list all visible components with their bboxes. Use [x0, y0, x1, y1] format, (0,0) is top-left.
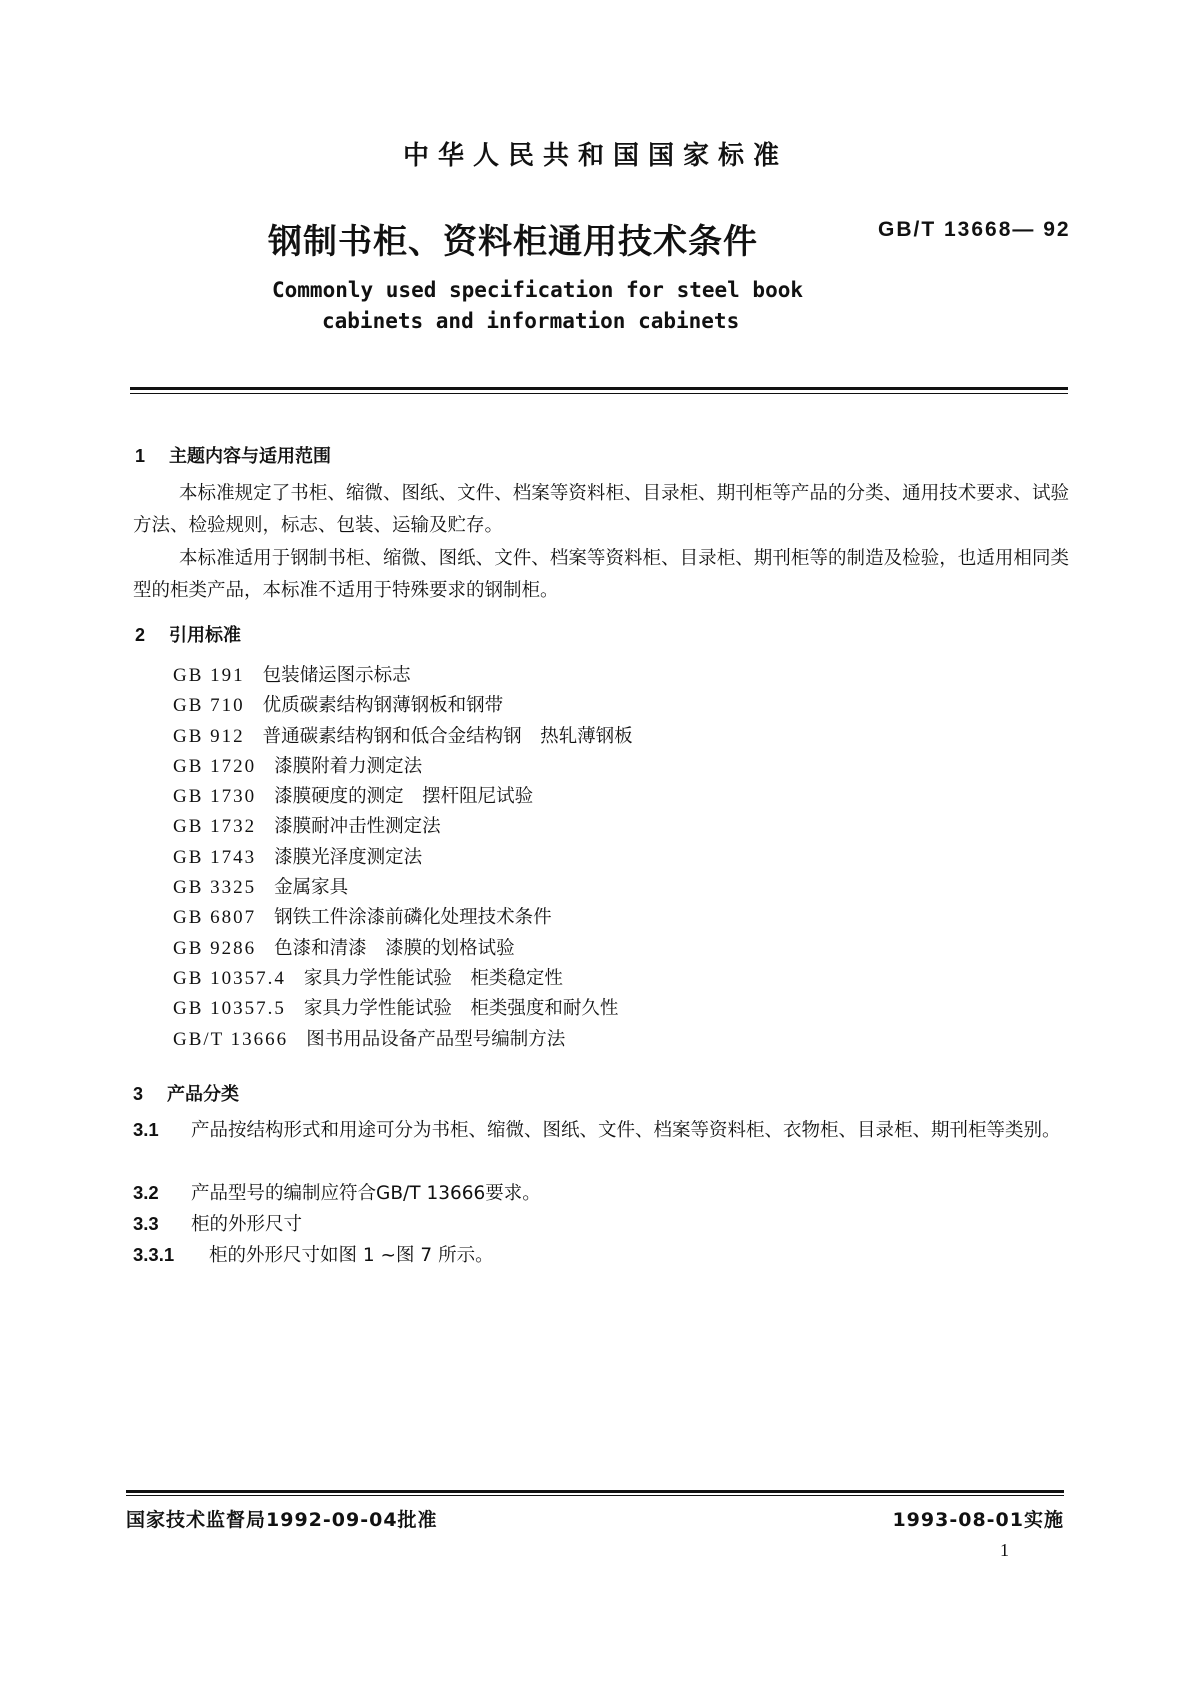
effective-date: 1993-08-01实施: [892, 1509, 1064, 1531]
footer-divider-thin: [126, 1495, 1064, 1496]
section-1-paragraph-1: 本标准规定了书柜、缩微、图纸、文件、档案等资料柜、目录柜、期刊柜等产品的分类、通用技术要求、试验方法、检验规则，标志、包装、运输及贮存。: [133, 483, 1069, 536]
clause-number: 3.3: [133, 1213, 159, 1234]
standard-number: GB/T 13668— 92: [878, 218, 1071, 241]
reference-item: [173, 722, 633, 752]
reference-list: [173, 661, 633, 1055]
reference-item: [173, 782, 633, 812]
reference-item: [173, 934, 633, 964]
section-number: 1: [135, 446, 146, 466]
reference-title: 漆膜光泽度测定法: [274, 846, 423, 868]
footer-divider: [126, 1490, 1064, 1493]
reference-title: 优质碳素结构钢薄钢板和钢带: [262, 695, 504, 717]
reference-item: [173, 964, 633, 994]
reference-item: [173, 812, 633, 842]
clause-3-3-1: [133, 1239, 1069, 1272]
clause-number: 3.1: [133, 1119, 159, 1140]
reference-item: [173, 903, 633, 933]
reference-title: 色漆和清漆 漆膜的划格试验: [274, 937, 515, 959]
reference-code: GB 191: [173, 665, 245, 686]
document-title-en-line1: Commonly used specification for steel book: [272, 278, 804, 302]
reference-code: GB 1732: [173, 816, 257, 838]
reference-code: GB 6807: [173, 907, 257, 929]
section-title: 主题内容与适用范围: [169, 446, 331, 467]
reference-title: 包装储运图示标志: [262, 665, 411, 686]
national-standard-heading: 中华人民共和国国家标准: [402, 141, 788, 171]
header-divider: [130, 387, 1068, 390]
reference-title: 金属家具: [274, 877, 349, 899]
reference-code: GB 9286: [173, 937, 257, 959]
reference-item: [173, 691, 633, 721]
page-number: 1: [1000, 1540, 1009, 1560]
reference-item: [173, 1025, 633, 1055]
reference-item: [173, 661, 633, 691]
clause-3-3: [133, 1208, 1069, 1241]
reference-code: GB 1720: [173, 755, 257, 777]
reference-title: 漆膜附着力测定法: [274, 755, 423, 777]
section-2-heading: [135, 621, 241, 647]
reference-title: 家具力学性能试验 柜类强度和耐久性: [303, 998, 619, 1020]
reference-code: GB 10357.5: [173, 998, 286, 1020]
clause-3-2: [133, 1177, 1069, 1210]
reference-code: GB 1743: [173, 846, 257, 868]
clause-text: 柜的外形尺寸如图 1 ~图 7 所示。: [209, 1245, 494, 1266]
reference-item: [173, 994, 633, 1024]
section-title: 产品分类: [167, 1084, 239, 1105]
reference-title: 钢铁工件涂漆前磷化处理技术条件: [274, 907, 552, 929]
clause-text: 产品型号的编制应符合GB/T 13666要求。: [191, 1183, 541, 1204]
document-title-cn: 钢制书柜、资料柜通用技术条件: [268, 222, 758, 262]
clause-3-1: [133, 1114, 1069, 1147]
section-title: 引用标准: [169, 625, 241, 646]
clause-text: 产品按结构形式和用途可分为书柜、缩微、图纸、文件、档案等资料柜、衣物柜、目录柜、期刊柜等类别。: [191, 1120, 1061, 1141]
reference-item: [173, 752, 633, 782]
reference-code: GB 3325: [173, 877, 257, 899]
reference-title: 漆膜硬度的测定 摆杆阻尼试验: [274, 786, 534, 808]
reference-code: GB 10357.4: [173, 967, 286, 989]
section-number: 2: [135, 625, 146, 645]
document-title-en-line2: cabinets and information cabinets: [322, 309, 740, 333]
reference-code: GB 710: [173, 695, 245, 717]
reference-code: GB/T 13666: [173, 1028, 289, 1050]
approval-date: 国家技术监督局1992-09-04批准: [126, 1509, 438, 1531]
reference-code: GB 912: [173, 725, 245, 747]
clause-number: 3.2: [133, 1182, 159, 1203]
reference-title: 普通碳素结构钢和低合金结构钢 热轧薄钢板: [262, 725, 633, 747]
section-1-heading: [135, 442, 331, 468]
section-number: 3: [133, 1084, 144, 1104]
clause-text: 柜的外形尺寸: [191, 1214, 303, 1235]
header-divider-thin: [130, 393, 1068, 394]
reference-item: [173, 843, 633, 873]
reference-item: [173, 873, 633, 903]
clause-number: 3.3.1: [133, 1244, 175, 1265]
reference-title: 漆膜耐冲击性测定法: [274, 816, 441, 838]
section-3-heading: [133, 1080, 239, 1106]
reference-title: 图书用品设备产品型号编制方法: [306, 1028, 566, 1050]
reference-title: 家具力学性能试验 柜类稳定性: [303, 967, 563, 989]
section-1-paragraph-2: 本标准适用于钢制书柜、缩微、图纸、文件、档案等资料柜、目录柜、期刊柜等的制造及检验，也适用相同类型的柜类产品，本标准不适用于特殊要求的钢制柜。: [133, 548, 1069, 601]
reference-code: GB 1730: [173, 786, 257, 808]
